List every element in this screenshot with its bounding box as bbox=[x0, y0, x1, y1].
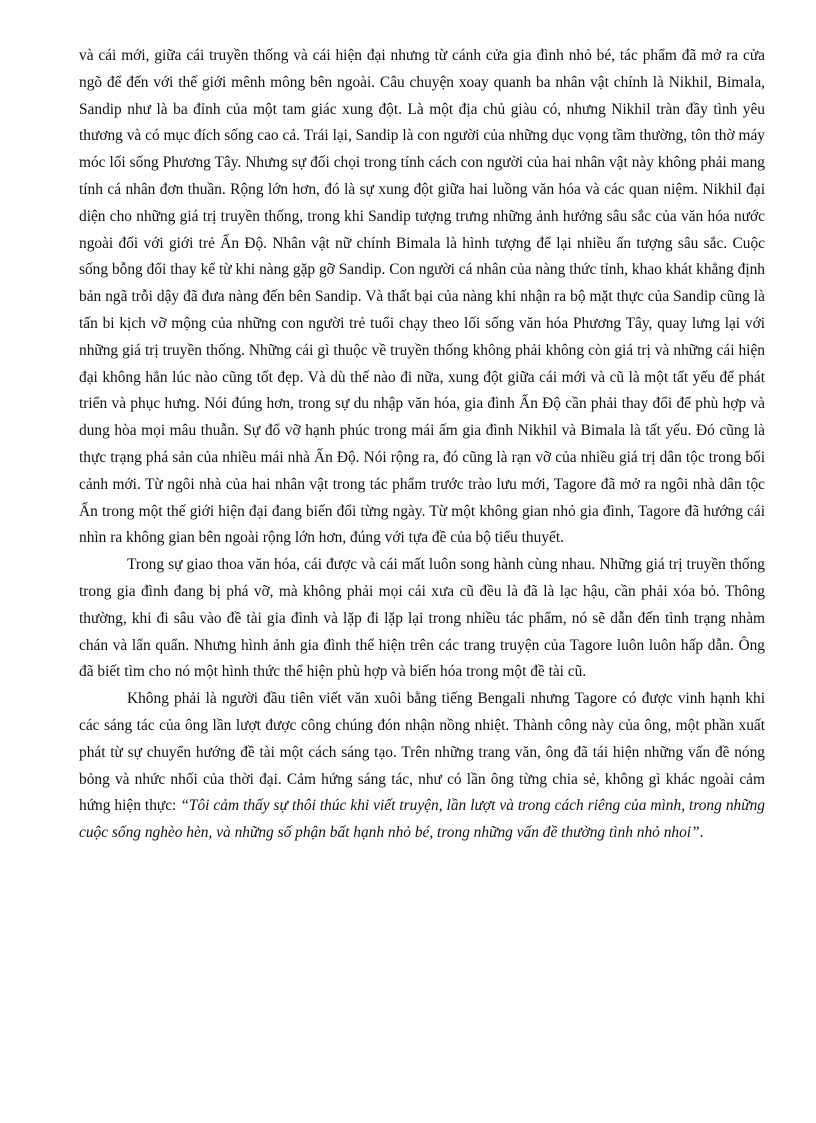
document-page bbox=[79, 43, 765, 847]
paragraph-1: và cái mới, giữa cái truyền thống và cái hiện đại nhưng từ cánh cửa gia đình nhỏ bé, tác phẩm đã mở ra cửa ngõ để đến với thế giới mênh mông bên ngoài. Câu chuyện xoay quanh ba nhân vật chính là Nikhil, Bimala, Sandip như là ba đỉnh của một tam giác xung đột. Là một địa chủ giàu có, nhưng Nikhil tràn đầy tình yêu thương và có mục đích sống cao cả. Trái lại, Sandip là con người của những dục vọng tầm thường, tôn thờ máy móc lối sống Phương Tây. Nhưng sự đối chọi trong tính cách con người của hai nhân vật này không phải mang tính cá nhân đơn thuần. Rộng lớn hơn, đó là sự xung đột giữa hai luồng văn hóa và các quan niệm. Nikhil đại diện cho những giá trị truyền thống, trong khi Sandip tượng trưng những ảnh hưởng sâu sắc của văn hóa nước ngoài đối với giới trẻ Ấn Độ. Nhân vật nữ chính Bimala là hình tượng để lại nhiều ấn tượng sâu sắc. Cuộc sống bỗng đổi thay kể từ khi nàng gặp gỡ Sandip. Con người cá nhân của nàng thức tỉnh, khao khát khẳng định bản ngã trỗi dậy đã đưa nàng đến bên Sandip. Và thất bại của nàng khi nhận ra bộ mặt thực của Sandip cũng là tấn bi kịch vỡ mộng của những con người trẻ tuổi chạy theo lối sống văn hóa Phương Tây, quay lưng lại với những giá trị truyền thống. Những cái gì thuộc về truyền thống không phải không còn giá trị và những cái hiện đại không hẳn lúc nào cũng tốt đẹp. Và dù thế nào đi nữa, xung đột giữa cái mới và cũ là một tất yếu để phát triển và phục hưng. Nói đúng hơn, trong sự du nhập văn hóa, gia đình Ấn Độ cần phải thay đổi để phù hợp và dung hòa mọi mâu thuẫn. Sự đổ vỡ hạnh phúc trong mái ấm gia đình Nikhil và Bimala là tất yếu. Đó cũng là thực trạng phá sản của nhiều mái nhà Ấn Độ. Nói rộng ra, đó cũng là rạn vỡ của nhiều giá trị dân tộc trong bối cảnh mới. Từ ngôi nhà của hai nhân vật trong tác phẩm trước trào lưu mới, Tagore đã mở ra ngôi nhà dân tộc Ấn trong một thế giới hiện đại đang biến đổi từng ngày. Từ một không gian nhỏ gia đình, Tagore đã hướng cái nhìn ra không gian bên ngoài rộng lớn hơn, đúng với tựa đề của bộ tiểu thuyết. bbox=[79, 47, 765, 547]
paragraph-3-tail: . bbox=[699, 824, 704, 842]
paragraph-3-text: Không phải là người đầu tiên viết văn xuôi bằng tiếng Bengali nhưng Tagore có được vinh hạnh khi các sáng tác của ông lần lượt được công chúng đón nhận nồng nhiệt. Thành công này của ông, một phần xuất phát từ sự chuyển hướng đề tài một cách sáng tạo. Trên những trang văn, ông đã tái hiện những vấn đề nóng bỏng và nhức nhối của thời đại. Cảm hứng sáng tác, như có lần ông từng chia sẻ, không gì khác ngoài cảm hứng hiện thực: bbox=[79, 690, 765, 815]
tagore-quote: “Tôi cảm thấy sự thôi thúc khi viết truyện, lần lượt và trong cách riêng của mình, trong những cuộc sống nghèo hèn, và những số phận bất hạnh nhỏ bé, trong những vấn đề thường tình nhỏ nhoi” bbox=[79, 797, 765, 842]
paragraph-3 bbox=[79, 686, 765, 847]
paragraph-2: Trong sự giao thoa văn hóa, cái được và cái mất luôn song hành cùng nhau. Những giá trị truyền thống trong gia đình đang bị phá vỡ, mà không phải mọi cái xưa cũ đều là đã là lạc hậu, cần phải xóa bỏ. Thông thường, khi đi sâu vào đề tài gia đình và lặp đi lặp lại trong nhiều tác phẩm, nó sẽ dẫn đến tình trạng nhàm chán và lẩn quẩn. Nhưng hình ảnh gia đình thể hiện trên các trang truyện của Tagore luôn luôn hấp dẫn. Ông đã biết tìm cho nó một hình thức thể hiện phù hợp và biến hóa trong một đề tài cũ. bbox=[79, 556, 765, 681]
